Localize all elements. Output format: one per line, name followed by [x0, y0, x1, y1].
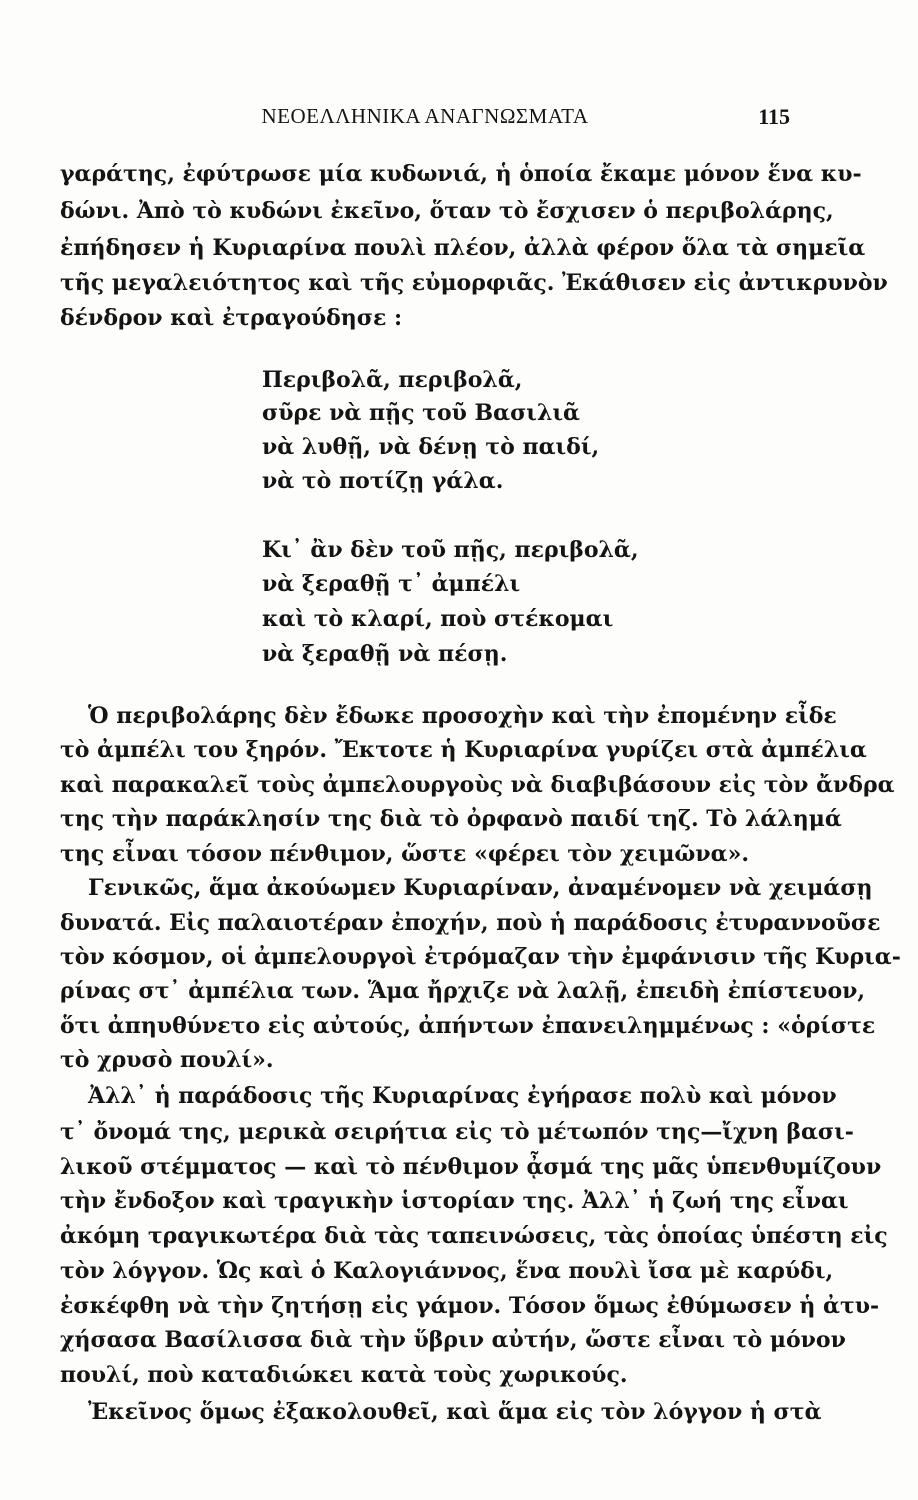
text-line: πουλί, ποὺ καταδιώκει κατὰ τοὺς χωρικούς.: [60, 1362, 628, 1388]
text-line: της τὴν παράκλησίν της διὰ τὸ ὀρφανὸ παιδί τηζ. Τὸ λάλημά: [60, 806, 842, 832]
text-line: τὴν ἔνδοξον καὶ τραγικὴν ἱστορίαν της. Ἀλλ᾽ ἡ ζωή της εἶναι: [60, 1188, 849, 1214]
poem-line: νὰ ξεραθῇ νὰ πέσῃ.: [262, 641, 508, 667]
text-line: δώνι. Ἀπὸ τὸ κυδώνι ἐκεῖνο, ὅταν τὸ ἔσχισεν ὁ περιβολάρης,: [60, 198, 834, 224]
text-line: ρίνας στ᾽ ἀμπέλια των. Ἅμα ἤρχιζε νὰ λαλῇ, ἐπειδὴ ἐπίστευον,: [60, 978, 866, 1004]
text-line: τὸν κόσμον, οἱ ἀμπελουργοὶ ἐτρόμαζαν τὴν ἐμφάνισιν τῆς Κυρια-: [60, 944, 901, 970]
text-line: ἐπήδησεν ἡ Κυριαρίνα πουλὶ πλέον, ἀλλὰ φέρον ὅλα τὰ σημεῖα: [60, 235, 866, 261]
text-line: τὸ χρυσὸ πουλί».: [60, 1047, 274, 1073]
text-line: ὅτι ἀπηυθύνετο εἰς αὐτούς, ἀπήντων ἐπανειλημμένως : «ὁρίστε: [60, 1013, 876, 1039]
text-line: Ὁ περιβολάρης δὲν ἔδωκε προσοχὴν καὶ τὴν ἐπομένην εἶδε: [88, 703, 837, 729]
text-line: ἐσκέφθη νὰ τὴν ζητήσῃ εἰς γάμον. Τόσον ὅμως ἐθύμωσεν ἡ ἀτυ-: [60, 1293, 880, 1319]
poem-line: καὶ τὸ κλαρί, ποὺ στέκομαι: [262, 606, 614, 632]
poem-line: νὰ τὸ ποτίζῃ γάλα.: [262, 468, 504, 494]
text-line: ἀκόμη τραγικωτέρα διὰ τὰς ταπεινώσεις, τὰς ὁποίας ὑπέστη εἰς: [60, 1223, 888, 1249]
page-number: 115: [758, 104, 790, 129]
poem-line: Κι᾽ ἂν δὲν τοῦ πῇς, περιβολᾶ,: [262, 537, 639, 563]
text-line: δυνατά. Εἰς παλαιοτέραν ἐποχήν, ποὺ ἡ παράδοσις ἐτυραννοῦσε: [60, 910, 881, 936]
text-line: της εἶναι τόσον πένθιμον, ὥστε «φέρει τὸν χειμῶνα».: [60, 841, 749, 867]
page-header: [60, 104, 790, 138]
text-line: χήσασα Βασίλισσα διὰ τὴν ὕβριν αὐτήν, ὥστε εἶναι τὸ μόνον: [60, 1327, 846, 1353]
text-line: καὶ παρακαλεῖ τοὺς ἀμπελουργοὺς νὰ διαβιβάσουν εἰς τὸν ἄνδρα: [60, 772, 895, 798]
text-line: τῆς μεγαλειότητος καὶ τῆς εὐμορφιᾶς. Ἐκάθισεν εἰς ἀντικρυνὸν: [60, 270, 888, 296]
poem-line: σῦρε νὰ πῇς τοῦ Βασιλιᾶ: [262, 400, 580, 426]
text-line: Γενικῶς, ἅμα ἀκούωμεν Κυριαρίναν, ἀναμένομεν νὰ χειμάσῃ: [88, 875, 873, 901]
text-line: Ἀλλ᾽ ἡ παράδοσις τῆς Κυριαρίνας ἐγήρασε πολὺ καὶ μόνον: [88, 1083, 837, 1109]
text-line: τὸν λόγγον. Ὡς καὶ ὁ Καλογιάννος, ἕνα πουλὶ ἴσα μὲ καρύδι,: [60, 1258, 834, 1284]
text-line: γαράτης, ἐφύτρωσε μία κυδωνιά, ἡ ὁποία ἔκαμε μόνον ἕνα κυ-: [60, 161, 862, 187]
text-line: τὸ ἀμπέλι του ξηρόν. Ἔκτοτε ἡ Κυριαρίνα γυρίζει στὰ ἀμπέλια: [60, 737, 867, 763]
poem-line: νὰ λυθῇ, νὰ δένῃ τὸ παιδί,: [262, 434, 600, 460]
text-line: λικοῦ στέμματος — καὶ τὸ πένθιμον ᾆσμά της μᾶς ὑπενθυμίζουν: [60, 1154, 882, 1180]
text-line: τ᾽ ὄνομά της, μερικὰ σειρήτια εἰς τὸ μέτωπόν της—ἴχνη βασι-: [60, 1119, 854, 1145]
poem-line: νὰ ξεραθῇ τ᾽ ἀμπέλι: [262, 571, 521, 597]
text-line: δένδρον καὶ ἐτραγούδησε :: [60, 305, 403, 331]
running-head: ΝΕΟΕΛΛΗΝΙΚΑ ΑΝΑΓΝΩΣΜΑΤΑ: [261, 104, 589, 128]
text-line: Ἐκεῖνος ὅμως ἐξακολουθεῖ, καὶ ἅμα εἰς τὸν λόγγον ἡ στὰ: [88, 1399, 822, 1425]
poem-line: Περιβολᾶ, περιβολᾶ,: [262, 367, 523, 393]
